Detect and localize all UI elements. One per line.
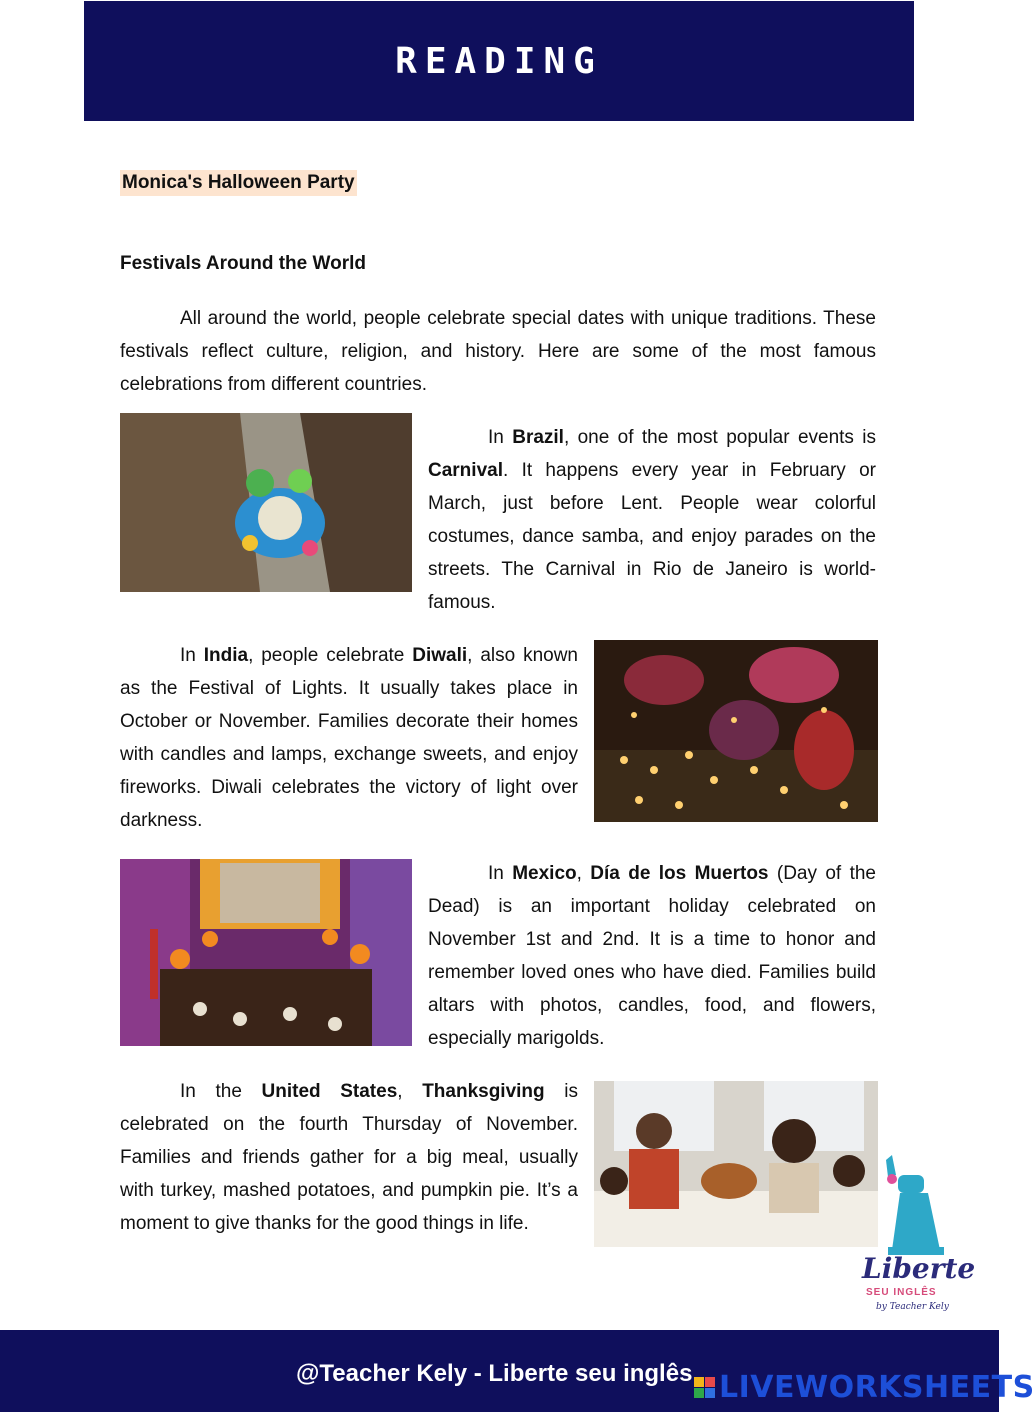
- logo-subtitle: SEU INGLÊS: [866, 1287, 937, 1298]
- brazil-festival: Carnival: [428, 460, 503, 481]
- mexico-paragraph: In Mexico, Día de los Muertos (Day of the Dead) is an important holiday celebrated on November 1st and 2nd. It is a time to honor and remember loved ones who have died. Families build altars with photos, candles, food, and flowers, especially marigolds.: [428, 863, 876, 1049]
- mexico-festival: Día de los Muertos: [590, 863, 769, 884]
- header-banner: [84, 1, 914, 121]
- logo-title: Liberte: [862, 1252, 976, 1285]
- usa-festival: Thanksgiving: [422, 1081, 545, 1102]
- thanksgiving-photo: [594, 1081, 878, 1247]
- liveworksheets-brand[interactable]: [694, 1370, 1035, 1405]
- india-paragraph: In India, people celebrate Diwali, also known as the Festival of Lights. It usually takes place in October or November. Families decorate their homes with candles and lamps, exchange sweets, and enjoy fireworks. Diwali celebrates the victory of light over darkness.: [120, 645, 578, 831]
- footer-credit: @Teacher Kely - Liberte seu inglês: [296, 1360, 693, 1387]
- diwali-photo: [594, 640, 878, 822]
- india-festival: Diwali: [412, 645, 468, 666]
- mexico-country: Mexico: [512, 863, 577, 884]
- carnival-photo: [120, 413, 412, 592]
- brazil-paragraph: In Brazil, one of the most popular events is Carnival. It happens every year in February or March, just before Lent. People wear colorful costumes, dance samba, and enjoy parades on the streets. The Carnival in Rio de Janeiro is world-famous.: [428, 427, 877, 613]
- liveworksheets-icon: [694, 1377, 715, 1398]
- brazil-country: Brazil: [512, 427, 564, 448]
- liveworksheets-text: LIVEWORKSHEETS: [719, 1370, 1035, 1405]
- logo-byline: by Teacher Kely: [876, 1302, 949, 1312]
- usa-paragraph: In the United States, Thanksgiving is celebrated on the fourth Thursday of November. Families and friends gather for a big meal, usually with turkey, mashed potatoes, and pumpkin pie. It’s a moment to give thanks for the good things in life.: [120, 1081, 578, 1234]
- intro-paragraph: All around the world, people celebrate special dates with unique traditions. These festivals reflect culture, religion, and history. Here are some of the most famous celebrations from different countries.: [120, 308, 876, 395]
- page-title: READING: [395, 40, 603, 82]
- section-title: Festivals Around the World: [120, 253, 366, 274]
- india-country: India: [203, 645, 249, 666]
- dia-de-los-muertos-photo: [120, 859, 412, 1046]
- worksheet-subtitle: Monica's Halloween Party: [120, 170, 357, 196]
- usa-country: United States: [261, 1081, 398, 1102]
